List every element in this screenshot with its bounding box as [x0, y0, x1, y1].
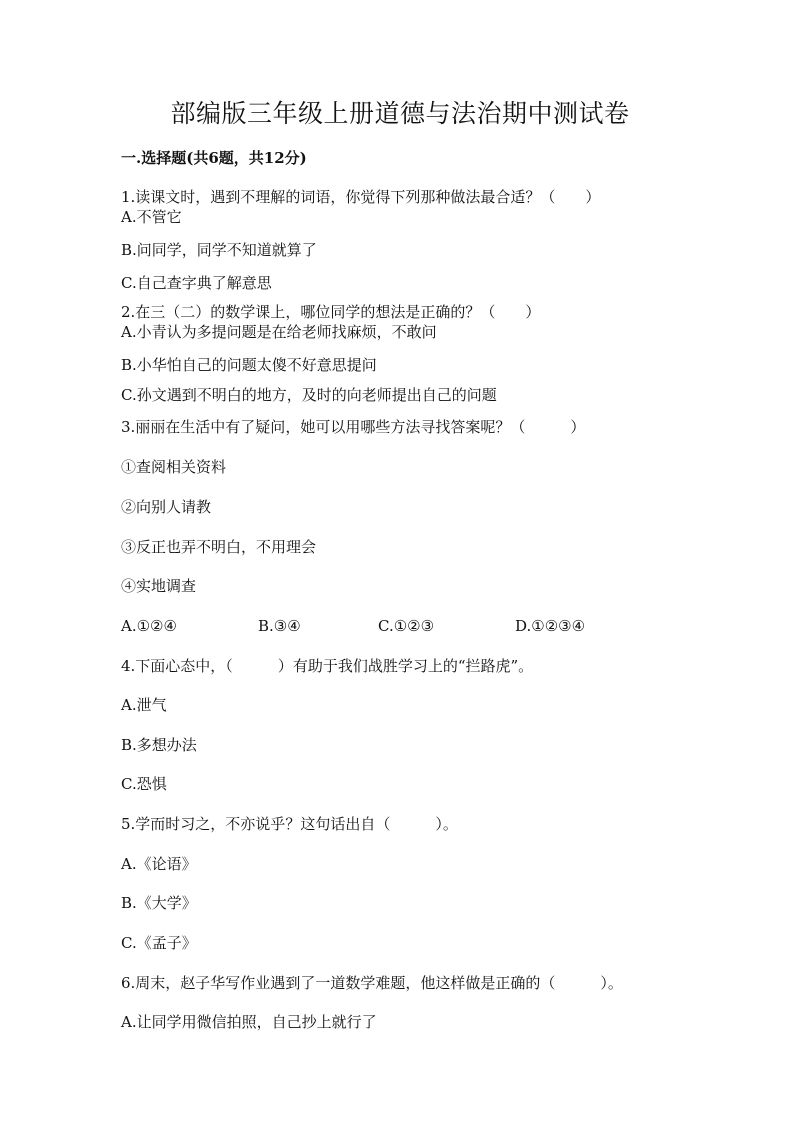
question-3-item-2: ②向别人请教	[121, 498, 212, 516]
question-5-option-b: B.《大学》	[121, 894, 197, 912]
question-3-option-d: D.①②③④	[515, 617, 586, 635]
question-3-item-4: ④实地调查	[121, 577, 197, 595]
question-1-option-a: A.不管它	[121, 208, 182, 226]
question-6-option-a: A.让同学用微信拍照，自己抄上就行了	[121, 1013, 377, 1031]
question-3-options	[121, 616, 681, 636]
question-2-stem: 2.在三（二）的数学课上，哪位同学的想法是正确的？（ ）	[121, 303, 541, 321]
question-1-stem: 1.读课文时，遇到不理解的词语，你觉得下列那种做法最合适？（ ）	[121, 188, 601, 206]
question-4-stem: 4.下面心态中，（ ）有助于我们战胜学习上的“拦路虎”。	[121, 657, 534, 675]
page-title: 部编版三年级上册道德与法治期中测试卷	[170, 99, 630, 128]
question-2-option-a: A.小青认为多提问题是在给老师找麻烦，不敢问	[121, 323, 437, 341]
question-5-option-a: A.《论语》	[121, 855, 197, 873]
question-3-stem: 3.丽丽在生活中有了疑问，她可以用哪些方法寻找答案呢？（ ）	[121, 418, 586, 436]
question-2-option-c: C.孙文遇到不明白的地方，及时的向老师提出自己的问题	[121, 386, 497, 404]
question-5-stem: 5.学而时习之，不亦说乎？这句话出自（ ）。	[121, 815, 458, 833]
question-3-option-a: A.①②④	[121, 617, 177, 635]
question-1-option-b: B.问同学，同学不知道就算了	[121, 241, 317, 259]
question-2-option-b: B.小华怕自己的问题太傻不好意思提问	[121, 356, 377, 374]
question-1-option-c: C.自己查字典了解意思	[121, 274, 272, 292]
section-heading: 一.选择题(共6题，共12分)	[121, 149, 307, 167]
question-4-option-c: C.恐惧	[121, 775, 167, 793]
question-3-option-c: C.①②③	[378, 617, 435, 635]
question-5-option-c: C.《孟子》	[121, 934, 197, 952]
question-3-item-1: ①查阅相关资料	[121, 458, 227, 476]
question-6-stem: 6.周末，赵子华写作业遇到了一道数学难题，他这样做是正确的（ ）。	[121, 974, 623, 992]
question-3-option-b: B.③④	[258, 617, 301, 635]
question-4-option-b: B.多想办法	[121, 736, 197, 754]
question-3-item-3: ③反正也弄不明白，不用理会	[121, 538, 317, 556]
question-4-option-a: A.泄气	[121, 696, 167, 714]
